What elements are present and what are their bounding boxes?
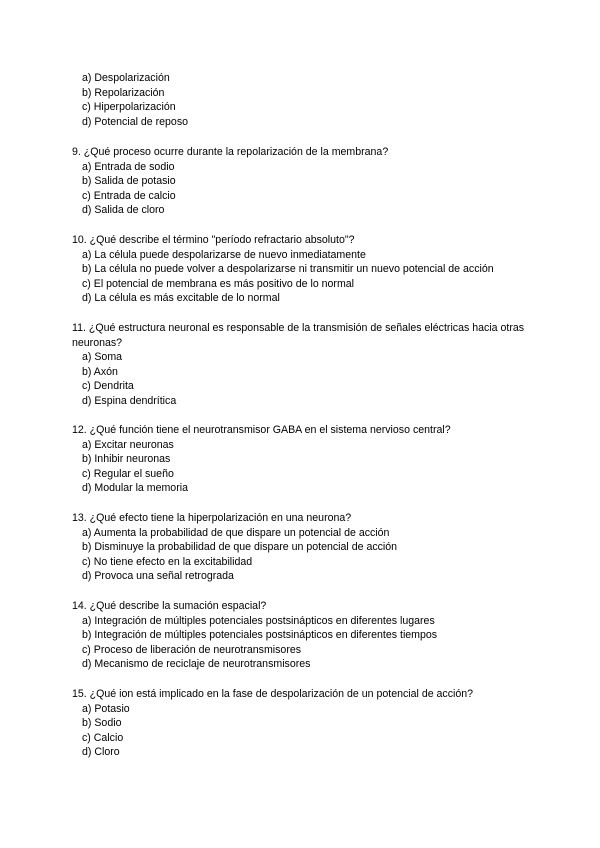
option-d: d) Mecanismo de reciclaje de neurotransmisores (82, 658, 311, 671)
option-c: c) Entrada de calcio (82, 189, 176, 202)
options-list (72, 614, 532, 672)
option-a: a) Excitar neuronas (82, 438, 174, 451)
option-b: b) Sodio (82, 717, 122, 730)
option-b: b) La célula no puede volver a despolarizarse ni transmitir un nuevo potencial de acción (82, 263, 494, 276)
option-b: b) Disminuye la probabilidad de que dispare un potencial de acción (82, 541, 398, 554)
question-15-block (72, 687, 532, 760)
question-text: 14. ¿Qué describe la sumación espacial? (72, 600, 267, 612)
question-8-options-block (72, 71, 532, 129)
option-a: a) Potasio (82, 702, 130, 715)
option-a: a) Integración de múltiples potenciales postsinápticos en diferentes lugares (82, 614, 435, 627)
option-c: c) Proceso de liberación de neurotransmisores (82, 643, 302, 656)
question-text: 13. ¿Qué efecto tiene la hiperpolarización en una neurona? (72, 512, 352, 524)
question-text: 11. ¿Qué estructura neuronal es responsable de la transmisión de señales eléctricas hacia otras neuronas? (72, 322, 525, 349)
option-d: d) Salida de cloro (82, 204, 165, 217)
option-b: b) Axón (82, 365, 118, 378)
question-text: 10. ¿Qué describe el término "período refractario absoluto"? (72, 234, 355, 246)
option-c: c) El potencial de membrana es más positivo de lo normal (82, 277, 355, 290)
option-c: c) Dendrita (82, 380, 134, 393)
question-13-block (72, 511, 532, 584)
question-14-block (72, 599, 532, 672)
option-a: a) Entrada de sodio (82, 160, 175, 173)
options-list (72, 438, 532, 496)
options-list (72, 71, 532, 129)
option-d: d) La célula es más excitable de lo normal (82, 292, 280, 305)
question-11-block (72, 321, 532, 409)
option-d: d) Modular la memoria (82, 482, 188, 495)
options-list (72, 160, 532, 218)
option-a: a) Soma (82, 351, 123, 364)
option-c: c) Regular el sueño (82, 467, 174, 480)
option-a: a) La célula puede despolarizarse de nuevo inmediatamente (82, 248, 366, 261)
question-9-block (72, 145, 532, 218)
option-d: d) Cloro (82, 746, 120, 759)
question-12-block (72, 423, 532, 496)
option-d: d) Provoca una señal retrograda (82, 570, 234, 583)
option-b: b) Repolarización (82, 86, 165, 99)
option-b: b) Inhibir neuronas (82, 453, 171, 466)
options-list (72, 350, 532, 408)
option-b: b) Integración de múltiples potenciales postsinápticos en diferentes tiempos (82, 629, 438, 642)
option-d: d) Espina dendrítica (82, 394, 177, 407)
option-c: c) Hiperpolarización (82, 101, 176, 114)
option-c: c) No tiene efecto en la excitabilidad (82, 555, 253, 568)
options-list (72, 248, 532, 306)
option-d: d) Potencial de reposo (82, 115, 189, 128)
option-a: a) Aumenta la probabilidad de que dispare un potencial de acción (82, 526, 390, 539)
question-text: 15. ¿Qué ion está implicado en la fase de despolarización de un potencial de acción? (72, 688, 474, 700)
question-10-block (72, 233, 532, 306)
options-list (72, 702, 532, 760)
option-b: b) Salida de potasio (82, 175, 176, 188)
options-list (72, 526, 532, 584)
question-text: 12. ¿Qué función tiene el neurotransmisor GABA en el sistema nervioso central? (72, 424, 451, 436)
question-text: 9. ¿Qué proceso ocurre durante la repolarización de la membrana? (72, 146, 389, 158)
option-a: a) Despolarización (82, 72, 170, 84)
option-c: c) Calcio (82, 731, 124, 744)
